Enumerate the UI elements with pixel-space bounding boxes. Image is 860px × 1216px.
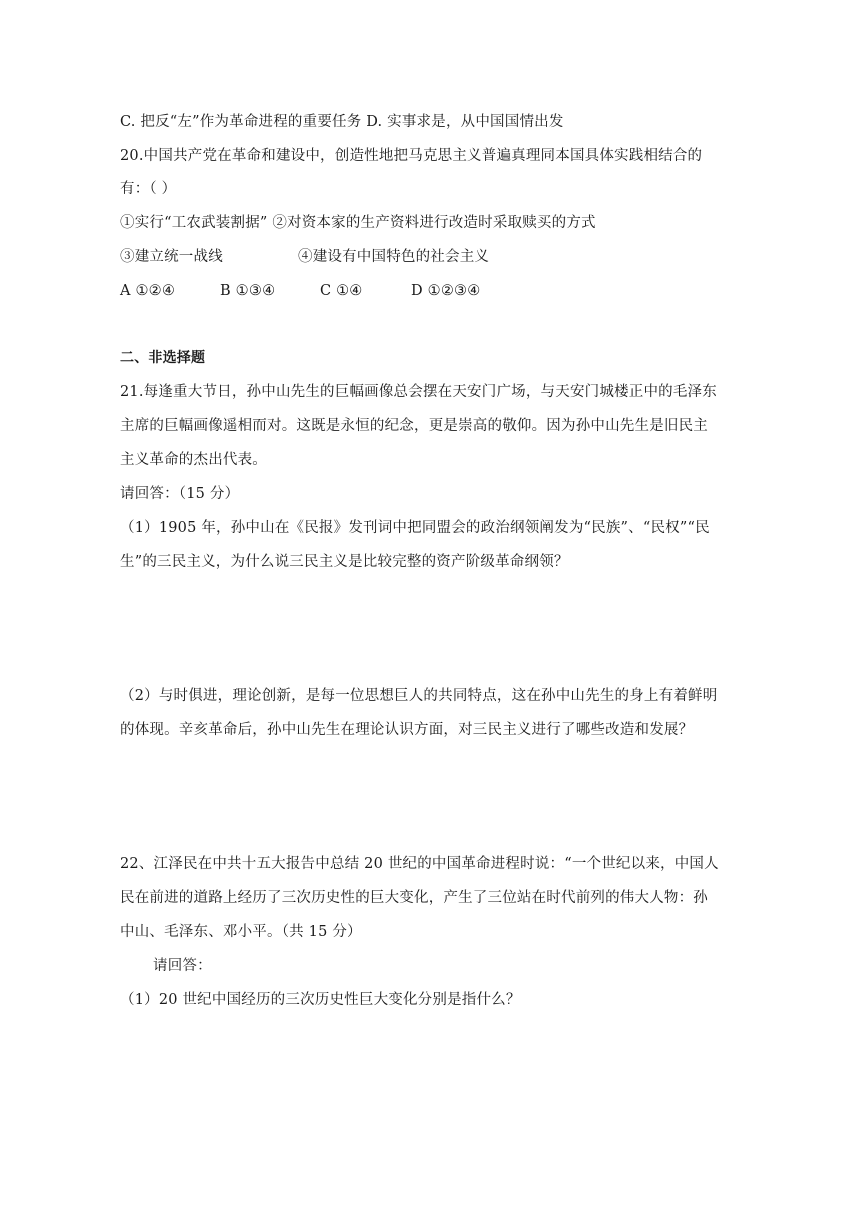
q21-prompt: 请回答：（15 分） [120,486,240,502]
q22-stem-line3: 中山、毛泽东、邓小平。（共 15 分） [120,924,362,940]
q20-choices [120,281,480,301]
q21-stem-line3: 主义革命的杰出代表。 [120,452,267,468]
q21-sub1-line1: （1）1905 年，孙中山在《民报》发刊词中把同盟会的政治纲领阐发为“民族”、“民权”“民 [120,520,710,536]
q20-item3: ③建立统一战线 [120,249,223,265]
q20-choice-a: A ①②④ [120,283,176,299]
q22-sub1-line1: （1）20 世纪中国经历的三次历史性巨大变化分别是指什么？ [120,992,521,1008]
q20-choice-b: B ①③④ [220,283,276,299]
q20-stem-line1: 20.中国共产党在革命和建设中，创造性地把马克思主义普遍真理同本国具体实践相结合的 [120,148,703,164]
q20-stem-line2: 有：（ ） [120,181,177,197]
q22-stem-line2: 民在前进的道路上经历了三次历史性的巨大变化，产生了三位站在时代前列的伟大人物：孙 [120,890,708,906]
q20-choice-c: C ①④ [320,283,363,299]
q20-item4: ④建设有中国特色的社会主义 [298,249,490,265]
q21-sub1-line2: 生”的三民主义，为什么说三民主义是比较完整的资产阶级革命纲领？ [120,554,569,570]
q21-stem-line2: 主席的巨幅画像遥相而对。这既是永恒的纪念，更是崇高的敬仰。因为孙中山先生是旧民主 [120,418,708,434]
section-heading: 二、非选择题 [120,350,206,366]
q19-options-cd: C. 把反“左”作为革命进程的重要任务 D. 实事求是，从中国国情出发 [120,114,564,130]
q21-stem-line1: 21.每逢重大节日，孙中山先生的巨幅画像总会摆在天安门广场，与天安门城楼正中的毛泽东 [120,384,717,400]
q21-sub2-line1: （2）与时俱进，理论创新，是每一位思想巨人的共同特点，这在孙中山先生的身上有着鲜明 [120,688,718,704]
q20-item-line2 [120,247,489,267]
q20-item-line1: ①实行“工农武装割据” ②对资本家的生产资料进行改造时采取赎买的方式 [120,215,596,231]
q21-sub2-line2: 的体现。辛亥革命后，孙中山先生在理论认识方面，对三民主义进行了哪些改造和发展？ [120,722,694,738]
q22-prompt: 请回答： [153,958,212,974]
q20-choice-d: D ①②③④ [411,283,481,299]
q22-stem-line1: 22、江泽民在中共十五大报告中总结 20 世纪的中国革命进程时说：“一个世纪以来，中国人 [120,856,719,872]
